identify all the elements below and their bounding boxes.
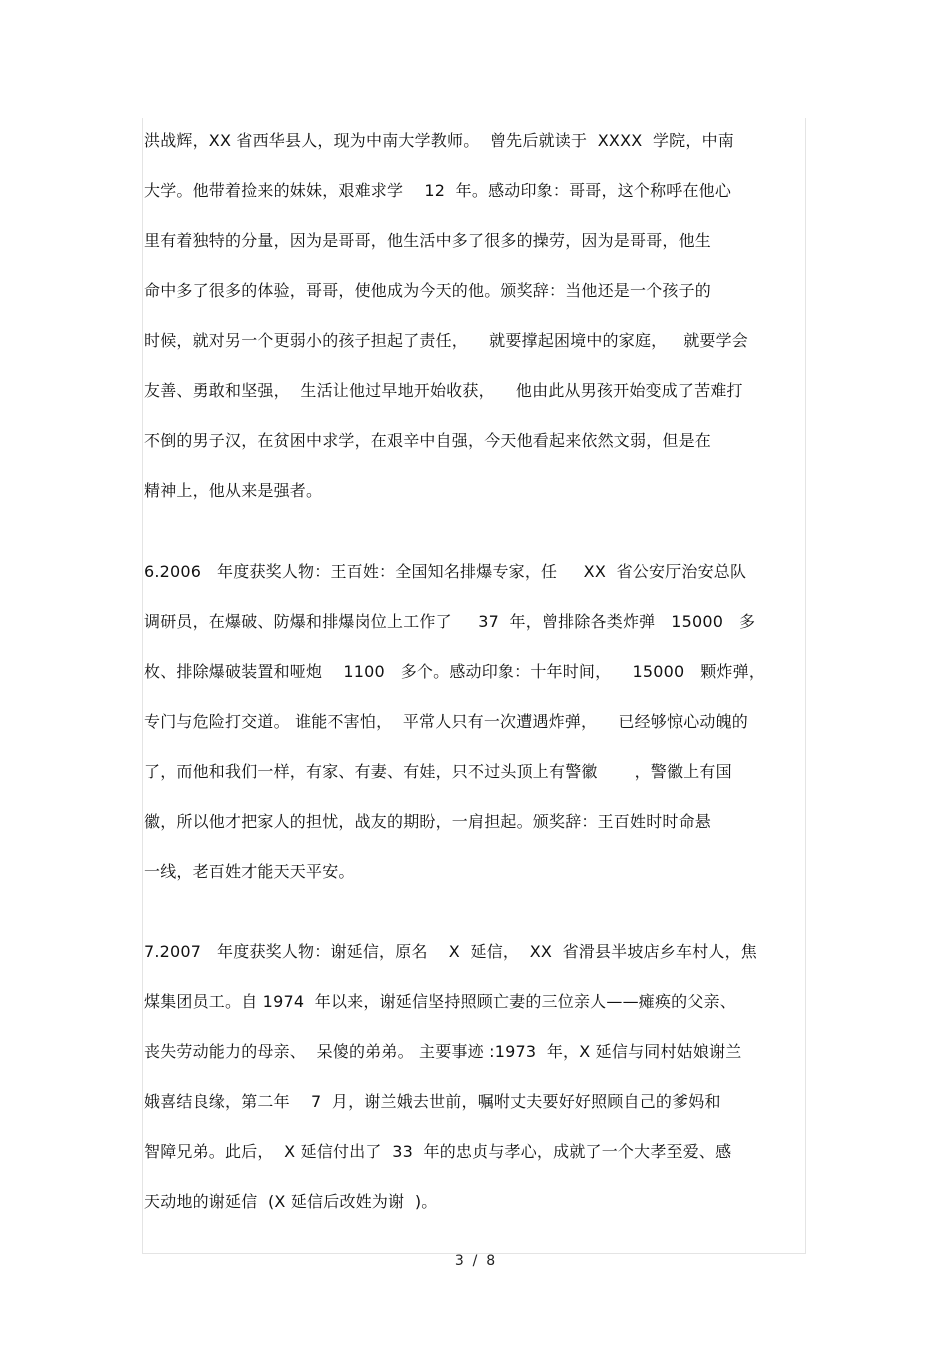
text-line: 一线，老百姓才能天天平安。 bbox=[144, 862, 355, 881]
text-line: 大学。他带着捡来的妹妹，艰难求学 12 年。感动印象：哥哥，这个称呼在他心 bbox=[144, 181, 732, 200]
text-line: 6.2006 年度获奖人物：王百姓：全国知名排爆专家，任 XX 省公安厅治安总队 bbox=[144, 562, 747, 581]
text-line: 天动地的谢延信 (X 延信后改姓为谢 )。 bbox=[144, 1192, 438, 1211]
text-line: 洪战辉，XX 省西华县人，现为中南大学教师。 曾先后就读于 XXXX 学院，中南 bbox=[144, 131, 734, 150]
text-line: 不倒的男子汉，在贫困中求学，在艰辛中自强，今天他看起来依然文弱，但是在 bbox=[144, 431, 712, 450]
text-line: 专门与危险打交道。 谁能不害怕， 平常人只有一次遭遇炸弹， 已经够惊心动魄的 bbox=[144, 712, 749, 731]
text-line: 命中多了很多的体验，哥哥，使他成为今天的他。颁奖辞：当他还是一个孩子的 bbox=[144, 281, 712, 300]
text-line: 7.2007 年度获奖人物：谢延信，原名 X 延信， XX 省滑县半坡店乡车村人，焦 bbox=[144, 942, 757, 961]
text-line: 智障兄弟。此后， X 延信付出了 33 年的忠贞与孝心，成就了一个大孝至爱、感 bbox=[144, 1142, 732, 1161]
text-line: 调研员，在爆破、防爆和排爆岗位上工作了 37 年，曾排除各类炸弹 15000 多 bbox=[144, 612, 756, 631]
text-line: 友善、勇敢和坚强， 生活让他过早地开始收获， 他由此从男孩开始变成了苦难打 bbox=[144, 381, 743, 400]
page-number: 3 / 8 bbox=[454, 1253, 496, 1269]
text-line: 丧失劳动能力的母亲、 呆傻的弟弟。 主要事迹 :1973 年，X 延信与同村姑娘谢兰 bbox=[144, 1042, 742, 1061]
text-line: 了，而他和我们一样，有家、有妻、有娃，只不过头顶上有警徽 ，警徽上有国 bbox=[144, 762, 732, 781]
text-line: 时候，就对另一个更弱小的孩子担起了责任， 就要撑起困境中的家庭， 就要学会 bbox=[144, 331, 749, 350]
text-line: 精神上，他从来是强者。 bbox=[144, 481, 323, 500]
text-line: 里有着独特的分量，因为是哥哥，他生活中多了很多的操劳，因为是哥哥，他生 bbox=[144, 231, 712, 250]
text-line: 徽，所以他才把家人的担忧，战友的期盼，一肩担起。颁奖辞：王百姓时时命悬 bbox=[144, 812, 712, 831]
text-line: 煤集团员工。自 1974 年以来，谢延信坚持照顾亡妻的三位亲人——瘫痪的父亲、 bbox=[144, 992, 736, 1011]
text-line: 娥喜结良缘，第二年 7 月，谢兰娥去世前，嘱咐丈夫要好好照顾自己的爹妈和 bbox=[144, 1092, 721, 1111]
text-line: 枚、排除爆破装置和哑炮 1100 多个。感动印象：十年时间， 15000 颗炸弹， bbox=[144, 662, 766, 681]
